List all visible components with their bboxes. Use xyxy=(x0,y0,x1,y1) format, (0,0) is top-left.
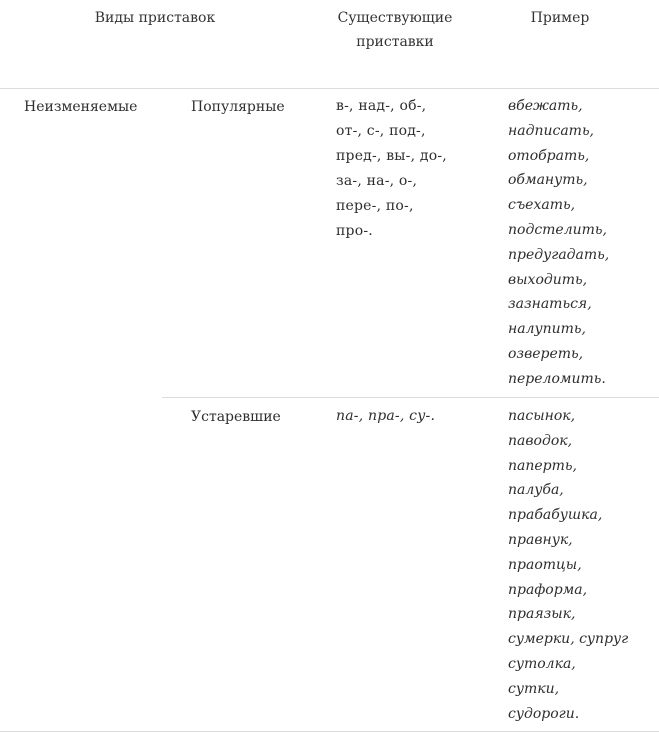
subtype-popular: Популярные xyxy=(191,99,285,115)
prefix-line: за-, на-, о-, xyxy=(336,173,418,189)
example-word: пасынок, xyxy=(508,408,576,424)
prefix-line: в-, над-, об-, xyxy=(336,98,427,114)
example-word: переломить. xyxy=(508,370,606,387)
example-word: обмануть, xyxy=(508,172,588,189)
example-word: прабабушка, xyxy=(508,507,603,524)
header-divider xyxy=(0,88,659,89)
example-word: налупить, xyxy=(508,321,586,338)
example-word: предугадать, xyxy=(508,246,610,263)
examples-obsolete xyxy=(508,404,658,726)
example-word: съехать, xyxy=(508,197,576,214)
prefix-line: пред-, вы-, до-, xyxy=(336,148,447,164)
example-word: отобрать, xyxy=(508,147,590,164)
example-word: праформа, xyxy=(508,581,588,598)
example-word: сумерки, супруг xyxy=(508,631,629,648)
header-existing-line2: приставки xyxy=(356,34,434,50)
example-word: судороги. xyxy=(508,705,580,722)
row-divider xyxy=(162,397,659,398)
example-word: сутолка, xyxy=(508,655,576,672)
category-unchangeable: Неизменяемые xyxy=(24,99,138,115)
example-word: праотцы, xyxy=(508,556,582,573)
subtype-obsolete: Устаревшие xyxy=(191,409,281,425)
header-existing-line1: Существующие xyxy=(337,10,453,26)
header-existing-prefixes xyxy=(320,6,470,54)
prefix-line: пере-, по-, xyxy=(336,198,414,214)
prefixes-popular xyxy=(336,94,466,244)
example-word: выходить, xyxy=(508,271,588,288)
example-word: зазнаться, xyxy=(508,296,592,313)
prefix-line: па-, пра-, су-. xyxy=(336,408,436,424)
example-word: правнук, xyxy=(508,531,573,548)
example-word: подстелить, xyxy=(508,221,607,238)
example-word: вбежать, xyxy=(508,98,583,114)
example-word: озвереть, xyxy=(508,345,584,362)
example-word: надписать, xyxy=(508,122,595,139)
example-word: сутки, xyxy=(508,680,560,697)
table-bottom-border xyxy=(0,731,659,732)
examples-popular xyxy=(508,94,658,392)
prefixes-obsolete xyxy=(336,404,466,429)
example-word: палуба, xyxy=(508,482,564,499)
example-word: паводок, xyxy=(508,432,573,449)
example-word: паперть, xyxy=(508,457,577,474)
example-word: праязык, xyxy=(508,606,576,623)
prefix-line: от-, с-, под-, xyxy=(336,123,426,139)
header-example: Пример xyxy=(530,10,590,26)
header-prefix-types: Виды приставок xyxy=(94,10,216,26)
prefix-line: про-. xyxy=(336,223,373,239)
